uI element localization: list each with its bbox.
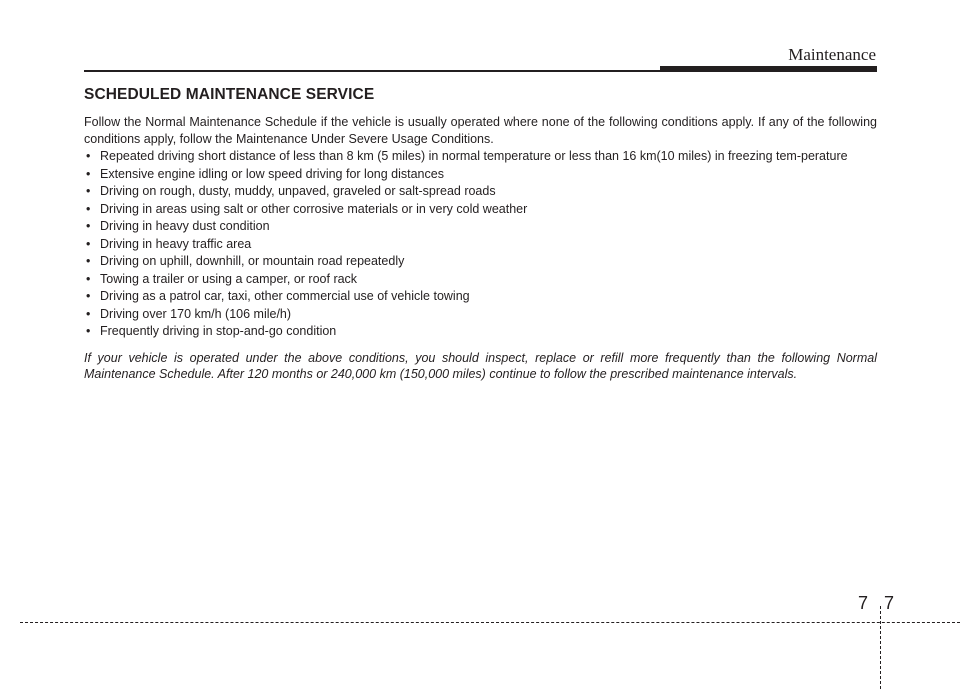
bullet-icon: • [86, 236, 91, 251]
bullet-icon: • [86, 324, 91, 338]
list-item [84, 166, 877, 183]
list-item [84, 183, 877, 200]
conditions-list [84, 148, 877, 340]
section-title: SCHEDULED MAINTENANCE SERVICE [84, 86, 375, 103]
bullet-icon: • [86, 271, 91, 286]
bullet-icon: • [86, 184, 91, 198]
bullet-icon: • [86, 254, 91, 268]
footer-divider [880, 606, 881, 689]
list-item [84, 323, 877, 340]
list-item-text: Driving as a patrol car, taxi, other commercial use of vehicle towing [100, 289, 470, 303]
header-title: Maintenance [788, 45, 876, 64]
list-item [84, 201, 877, 218]
list-item [84, 148, 877, 165]
list-item [84, 253, 877, 270]
bullet-icon: • [86, 289, 91, 303]
list-item-text: Driving in heavy traffic area [100, 236, 252, 251]
list-item-text: Frequently driving in stop-and-go condition [100, 324, 337, 338]
list-item-text: Driving over 170 km/h (106 mile/h) [100, 306, 292, 321]
list-item-text: Repeated driving short distance of less than 8 km (5 miles) in normal temperature or less than 16 km(10 miles) in freezing tem-perature [100, 149, 848, 163]
list-item [84, 218, 877, 235]
bullet-icon: • [86, 306, 91, 321]
page-number: 7 [884, 593, 895, 613]
list-item [84, 236, 877, 253]
bullet-icon: • [86, 219, 91, 233]
list-item [84, 306, 877, 323]
list-item-text: Driving in heavy dust condition [100, 219, 270, 233]
bullet-icon: • [86, 149, 91, 163]
list-item-text: Driving on rough, dusty, muddy, unpaved, graveled or salt-spread roads [100, 184, 496, 198]
list-item-text: Extensive engine idling or low speed driving for long distances [100, 166, 444, 181]
page-content [84, 86, 877, 383]
list-item-text: Towing a trailer or using a camper, or roof rack [100, 271, 358, 286]
list-item [84, 271, 877, 288]
header-rule [84, 70, 660, 72]
header-rule-accent [660, 66, 877, 72]
intro-paragraph: Follow the Normal Maintenance Schedule if the vehicle is usually operated where none of the following conditions apply. If any of the following conditions apply, follow the Maintenance Under Severe Usage Conditions. [84, 115, 877, 146]
bullet-icon: • [86, 166, 91, 181]
bullet-icon: • [86, 201, 91, 216]
chapter-number: 7 [858, 593, 869, 613]
list-item-text: Driving in areas using salt or other corrosive materials or in very cold weather [100, 201, 528, 216]
list-item [84, 288, 877, 305]
list-item-text: Driving on uphill, downhill, or mountain road repeatedly [100, 254, 405, 268]
footer-rule [20, 622, 960, 623]
maintenance-note: If your vehicle is operated under the above conditions, you should inspect, replace or refill more frequently than the following Normal Maintenance Schedule. After 120 months or 240,000 km (150,000 miles) continue to follow the prescribed maintenance intervals. [84, 350, 877, 381]
